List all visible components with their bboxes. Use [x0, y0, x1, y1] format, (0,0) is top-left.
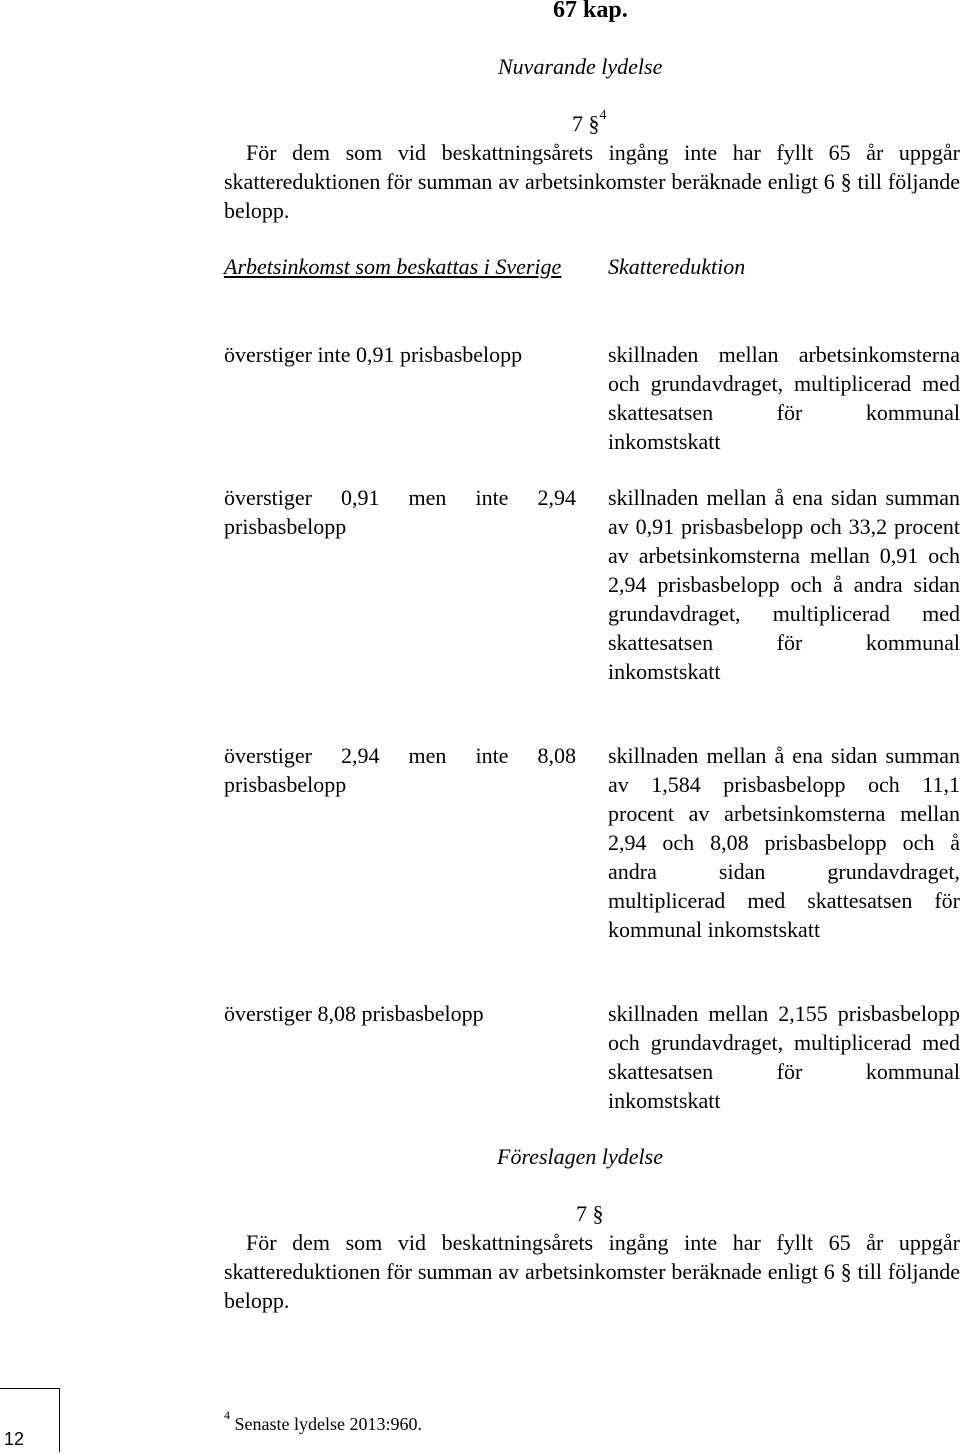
table-row-4-income: överstiger 8,08 prisbasbelopp — [224, 1001, 484, 1026]
footnote — [224, 1410, 422, 1439]
current-section-number — [572, 109, 607, 138]
table-header-income: Arbetsinkomst som beskattas i Sverige — [224, 254, 562, 279]
table-row-3-reduction: skillnaden mellan å ena sidan summan av 1,584 prisbasbelopp och 11,1 procent av arbetsinkomsterna mellan 2,94 och 8,08 prisbasbelopp och å andra sidan grundavdraget, multiplicerad med skattesatsen för kommunal inkomstskatt — [608, 743, 960, 942]
proposed-intro-text: För dem som vid beskattningsårets ingång inte har fyllt 65 år uppgår skattereduktionen för summan av arbetsinkomster beräknade enligt 6 § till följande belopp. — [224, 1230, 960, 1313]
table-row-3-income: överstiger 2,94 men inte 8,08 prisbasbelopp — [224, 743, 576, 797]
section-number: 7 — [576, 1201, 587, 1226]
page-number: 12 — [4, 1429, 25, 1449]
current-intro-paragraph — [224, 138, 960, 225]
table-row-4-reduction: skillnaden mellan 2,155 prisbasbelopp och grundavdraget, multiplicerad med skattesatsen för kommunal inkomstskatt — [608, 1001, 960, 1113]
current-intro-text: För dem som vid beskattningsårets ingång inte har fyllt 65 år uppgår skattereduktionen för summan av arbetsinkomster beräknade enligt 6 § till följande belopp. — [224, 140, 960, 223]
footnote-reference: 4 — [599, 107, 607, 123]
table-row-1-income: överstiger inte 0,91 prisbasbelopp — [224, 342, 523, 367]
table-header-reduction: Skattereduktion — [608, 254, 746, 279]
current-version-heading: Nuvarande lydelse — [498, 54, 663, 79]
table-row-2-income: överstiger 0,91 men inte 2,94 prisbasbelopp — [224, 485, 576, 539]
section-mark: § — [588, 111, 600, 136]
footnote-text: Senaste lydelse 2013:960. — [234, 1414, 422, 1434]
proposed-version-heading: Föreslagen lydelse — [497, 1144, 663, 1169]
footnote-number: 4 — [224, 1408, 230, 1422]
chapter-heading: 67 kap. — [553, 0, 628, 23]
section-number: 7 — [572, 111, 583, 136]
section-mark: § — [592, 1201, 604, 1226]
table-row-2-reduction: skillnaden mellan å ena sidan summan av 0,91 prisbasbelopp och 33,2 procent av arbetsinkomsterna mellan 0,91 och 2,94 prisbasbelopp och å andra sidan grundavdraget, multiplicerad med skattesatsen för kommunal inkomstskatt — [608, 485, 960, 684]
proposed-intro-paragraph — [224, 1228, 960, 1315]
proposed-section-number — [576, 1199, 604, 1228]
table-row-1-reduction: skillnaden mellan arbetsinkomsterna och grundavdraget, multiplicerad med skattesatsen för kommunal inkomstskatt — [608, 342, 960, 454]
